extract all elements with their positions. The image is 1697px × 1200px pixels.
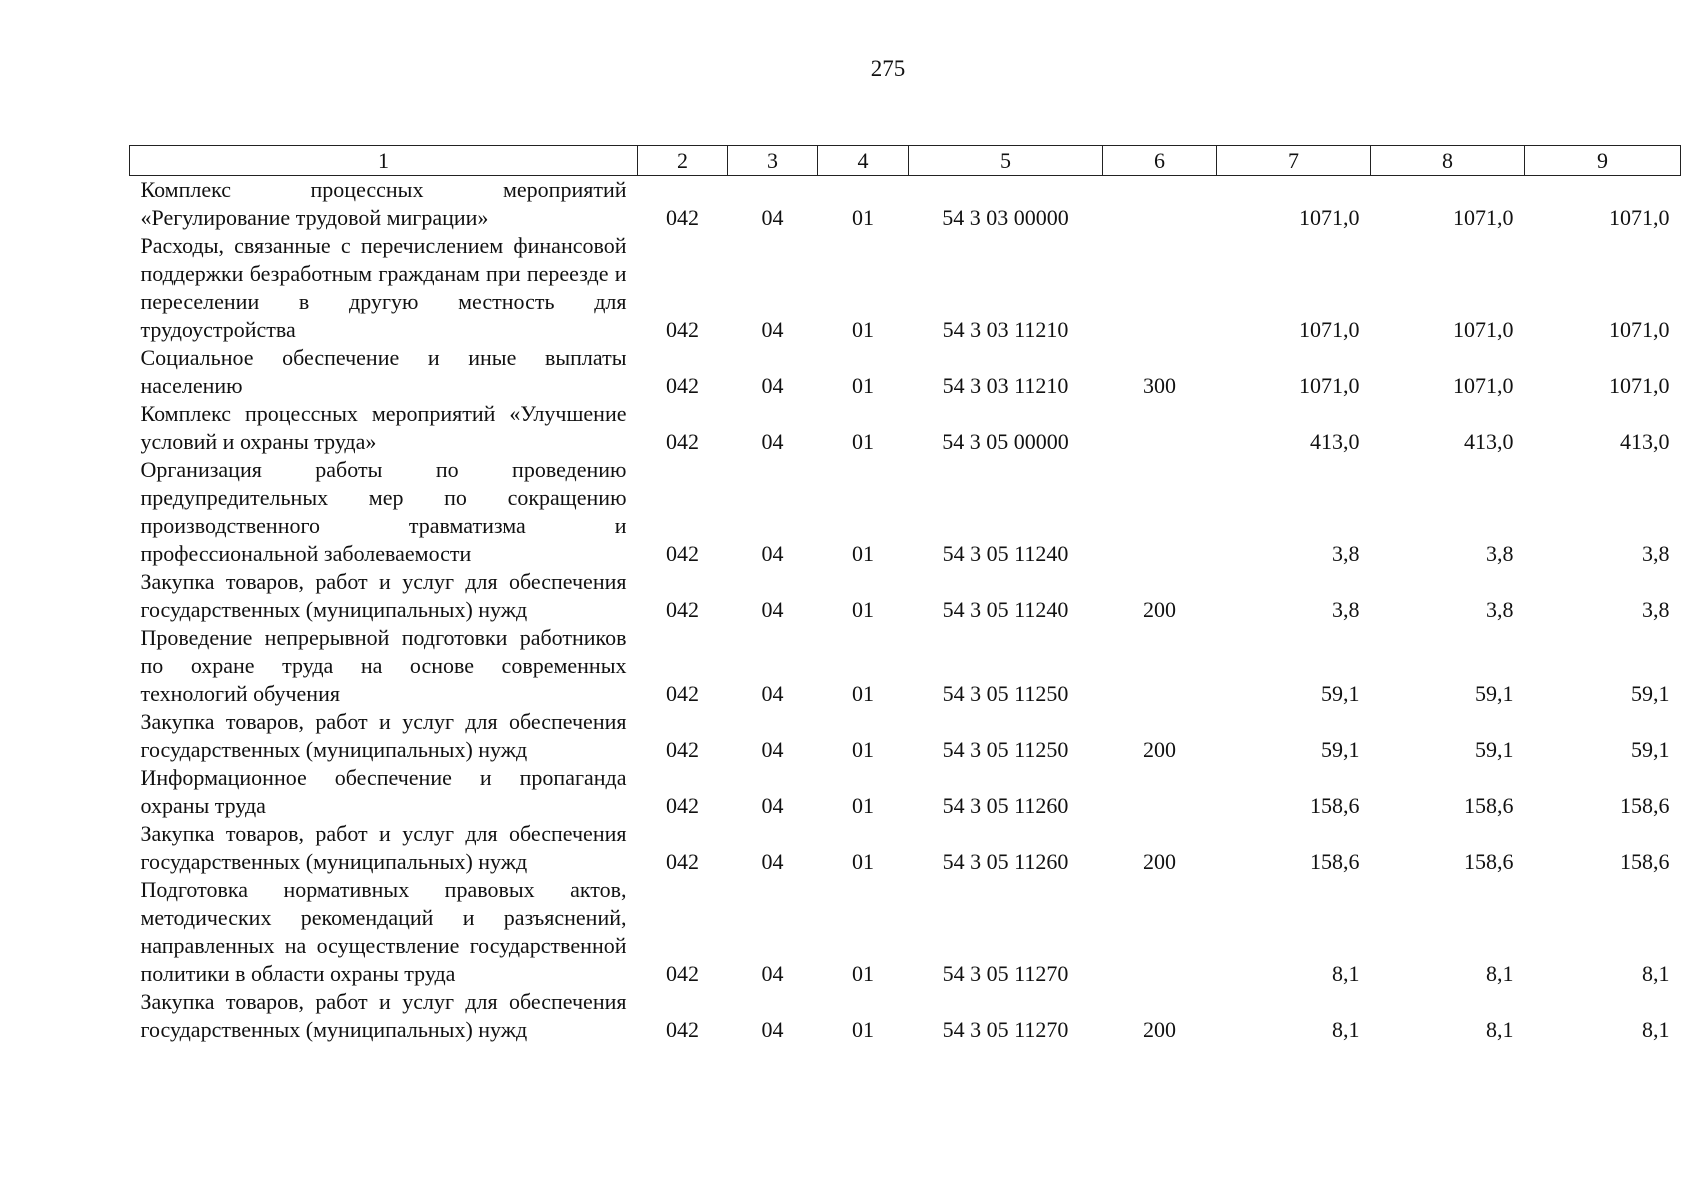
target-article-cell: 54 3 03 00000 xyxy=(942,205,1069,230)
ministry-code-cell: 042 xyxy=(666,597,699,622)
amount-cell: 1071,0 xyxy=(1609,373,1670,398)
ministry-code-cell: 042 xyxy=(666,793,699,818)
amount-cell: 1071,0 xyxy=(1299,373,1360,398)
section-cell: 04 xyxy=(761,961,784,986)
ministry-code-cell: 042 xyxy=(666,205,699,230)
table-row xyxy=(130,624,1681,708)
ministry-code-cell: 042 xyxy=(666,429,699,454)
amount-cell: 413,0 xyxy=(1464,429,1514,454)
target-article-cell: 54 3 03 11210 xyxy=(942,373,1069,398)
amount-cell: 8,1 xyxy=(1486,1017,1514,1042)
ministry-code-cell: 042 xyxy=(666,961,699,986)
target-article-cell: 54 3 03 11210 xyxy=(942,317,1069,342)
row-name-cell: Социальное обеспечение и иные выплаты населению xyxy=(140,345,627,398)
section-cell: 04 xyxy=(761,429,784,454)
target-article-cell: 54 3 05 11260 xyxy=(942,793,1069,818)
target-article-cell: 54 3 05 11250 xyxy=(942,737,1069,762)
header-row xyxy=(130,146,1681,176)
target-article-cell: 54 3 05 11240 xyxy=(942,541,1069,566)
row-name-cell: Закупка товаров, работ и услуг для обеспечения государственных (муниципальных) нужд xyxy=(140,569,627,622)
target-article-cell: 54 3 05 11270 xyxy=(942,1017,1069,1042)
subsection-cell: 01 xyxy=(852,681,874,706)
expense-type-cell: 200 xyxy=(1143,597,1176,622)
column-header: 5 xyxy=(909,146,1103,176)
section-cell: 04 xyxy=(761,205,784,230)
table-row xyxy=(130,456,1681,568)
table-row xyxy=(130,708,1681,764)
amount-cell: 158,6 xyxy=(1310,793,1360,818)
subsection-cell: 01 xyxy=(852,849,874,874)
ministry-code-cell: 042 xyxy=(666,737,699,762)
section-cell: 04 xyxy=(761,849,784,874)
table-row xyxy=(130,764,1681,820)
row-name-cell: Расходы, связанные с перечислением финансовой поддержки безработным гражданам при переезде и переселении в другую местность для трудоустройства xyxy=(140,233,627,342)
amount-cell: 3,8 xyxy=(1332,541,1360,566)
amount-cell: 8,1 xyxy=(1332,1017,1360,1042)
ministry-code-cell: 042 xyxy=(666,849,699,874)
expense-type-cell: 200 xyxy=(1143,849,1176,874)
subsection-cell: 01 xyxy=(852,737,874,762)
target-article-cell: 54 3 05 11270 xyxy=(942,961,1069,986)
table-row xyxy=(130,876,1681,988)
amount-cell: 158,6 xyxy=(1464,793,1514,818)
expense-type-cell xyxy=(1103,876,1217,988)
column-header: 7 xyxy=(1217,146,1371,176)
expense-type-cell xyxy=(1103,232,1217,344)
section-cell: 04 xyxy=(761,681,784,706)
ministry-code-cell: 042 xyxy=(666,373,699,398)
subsection-cell: 01 xyxy=(852,597,874,622)
amount-cell: 8,1 xyxy=(1642,961,1670,986)
column-header: 9 xyxy=(1525,146,1681,176)
row-name-cell: Комплекс процессных мероприятий «Улучшение условий и охраны труда» xyxy=(140,401,627,454)
page-number: 275 xyxy=(870,56,906,81)
column-header: 1 xyxy=(130,146,638,176)
row-name-cell: Подготовка нормативных правовых актов, методических рекомендаций и разъяснений, направленных на осуществление государственной политики в области охраны труда xyxy=(140,877,627,986)
budget-table xyxy=(129,145,1681,1044)
subsection-cell: 01 xyxy=(852,1017,874,1042)
section-cell: 04 xyxy=(761,373,784,398)
expense-type-cell xyxy=(1103,624,1217,708)
expense-type-cell: 200 xyxy=(1143,737,1176,762)
amount-cell: 59,1 xyxy=(1631,737,1670,762)
column-header: 2 xyxy=(638,146,728,176)
target-article-cell: 54 3 05 00000 xyxy=(942,429,1069,454)
ministry-code-cell: 042 xyxy=(666,1017,699,1042)
section-cell: 04 xyxy=(761,317,784,342)
subsection-cell: 01 xyxy=(852,373,874,398)
column-header: 6 xyxy=(1103,146,1217,176)
amount-cell: 1071,0 xyxy=(1453,317,1514,342)
expense-type-cell xyxy=(1103,400,1217,456)
amount-cell: 59,1 xyxy=(1321,681,1360,706)
subsection-cell: 01 xyxy=(852,541,874,566)
amount-cell: 8,1 xyxy=(1642,1017,1670,1042)
subsection-cell: 01 xyxy=(852,429,874,454)
row-name-cell: Информационное обеспечение и пропаганда охраны труда xyxy=(140,765,627,818)
table-row xyxy=(130,400,1681,456)
amount-cell: 59,1 xyxy=(1475,737,1514,762)
amount-cell: 3,8 xyxy=(1642,597,1670,622)
row-name-cell: Комплекс процессных мероприятий «Регулирование трудовой миграции» xyxy=(140,177,627,230)
expense-type-cell xyxy=(1103,176,1217,233)
subsection-cell: 01 xyxy=(852,205,874,230)
amount-cell: 158,6 xyxy=(1310,849,1360,874)
amount-cell: 1071,0 xyxy=(1609,205,1670,230)
target-article-cell: 54 3 05 11260 xyxy=(942,849,1069,874)
subsection-cell: 01 xyxy=(852,793,874,818)
amount-cell: 413,0 xyxy=(1310,429,1360,454)
row-name-cell: Проведение непрерывной подготовки работников по охране труда на основе современных технологий обучения xyxy=(140,625,627,706)
amount-cell: 1071,0 xyxy=(1609,317,1670,342)
table-row xyxy=(130,232,1681,344)
table-body xyxy=(130,176,1681,1045)
amount-cell: 1071,0 xyxy=(1453,373,1514,398)
amount-cell: 413,0 xyxy=(1620,429,1670,454)
target-article-cell: 54 3 05 11250 xyxy=(942,681,1069,706)
section-cell: 04 xyxy=(761,737,784,762)
section-cell: 04 xyxy=(761,541,784,566)
section-cell: 04 xyxy=(761,793,784,818)
amount-cell: 3,8 xyxy=(1486,541,1514,566)
amount-cell: 8,1 xyxy=(1332,961,1360,986)
amount-cell: 1071,0 xyxy=(1299,205,1360,230)
amount-cell: 158,6 xyxy=(1620,793,1670,818)
amount-cell: 3,8 xyxy=(1486,597,1514,622)
table-row xyxy=(130,176,1681,233)
amount-cell: 3,8 xyxy=(1332,597,1360,622)
expense-type-cell xyxy=(1103,764,1217,820)
amount-cell: 59,1 xyxy=(1321,737,1360,762)
expense-type-cell: 200 xyxy=(1143,1017,1176,1042)
row-name-cell: Закупка товаров, работ и услуг для обеспечения государственных (муниципальных) нужд xyxy=(140,709,627,762)
ministry-code-cell: 042 xyxy=(666,317,699,342)
subsection-cell: 01 xyxy=(852,317,874,342)
amount-cell: 158,6 xyxy=(1620,849,1670,874)
table-row xyxy=(130,344,1681,400)
expense-type-cell xyxy=(1103,456,1217,568)
column-header: 8 xyxy=(1371,146,1525,176)
subsection-cell: 01 xyxy=(852,961,874,986)
amount-cell: 59,1 xyxy=(1475,681,1514,706)
row-name-cell: Организация работы по проведению предупредительных мер по сокращению производственного травматизма и профессиональной заболеваемости xyxy=(140,457,627,566)
amount-cell: 59,1 xyxy=(1631,681,1670,706)
table-row xyxy=(130,820,1681,876)
section-cell: 04 xyxy=(761,597,784,622)
expense-type-cell: 300 xyxy=(1143,373,1176,398)
amount-cell: 3,8 xyxy=(1642,541,1670,566)
target-article-cell: 54 3 05 11240 xyxy=(942,597,1069,622)
amount-cell: 1071,0 xyxy=(1453,205,1514,230)
amount-cell: 1071,0 xyxy=(1299,317,1360,342)
ministry-code-cell: 042 xyxy=(666,681,699,706)
amount-cell: 8,1 xyxy=(1486,961,1514,986)
table-row xyxy=(130,568,1681,624)
row-name-cell: Закупка товаров, работ и услуг для обеспечения государственных (муниципальных) нужд xyxy=(140,989,627,1042)
table-row xyxy=(130,988,1681,1044)
section-cell: 04 xyxy=(761,1017,784,1042)
column-header: 3 xyxy=(728,146,818,176)
amount-cell: 158,6 xyxy=(1464,849,1514,874)
ministry-code-cell: 042 xyxy=(666,541,699,566)
column-header: 4 xyxy=(818,146,909,176)
row-name-cell: Закупка товаров, работ и услуг для обеспечения государственных (муниципальных) нужд xyxy=(140,821,627,874)
